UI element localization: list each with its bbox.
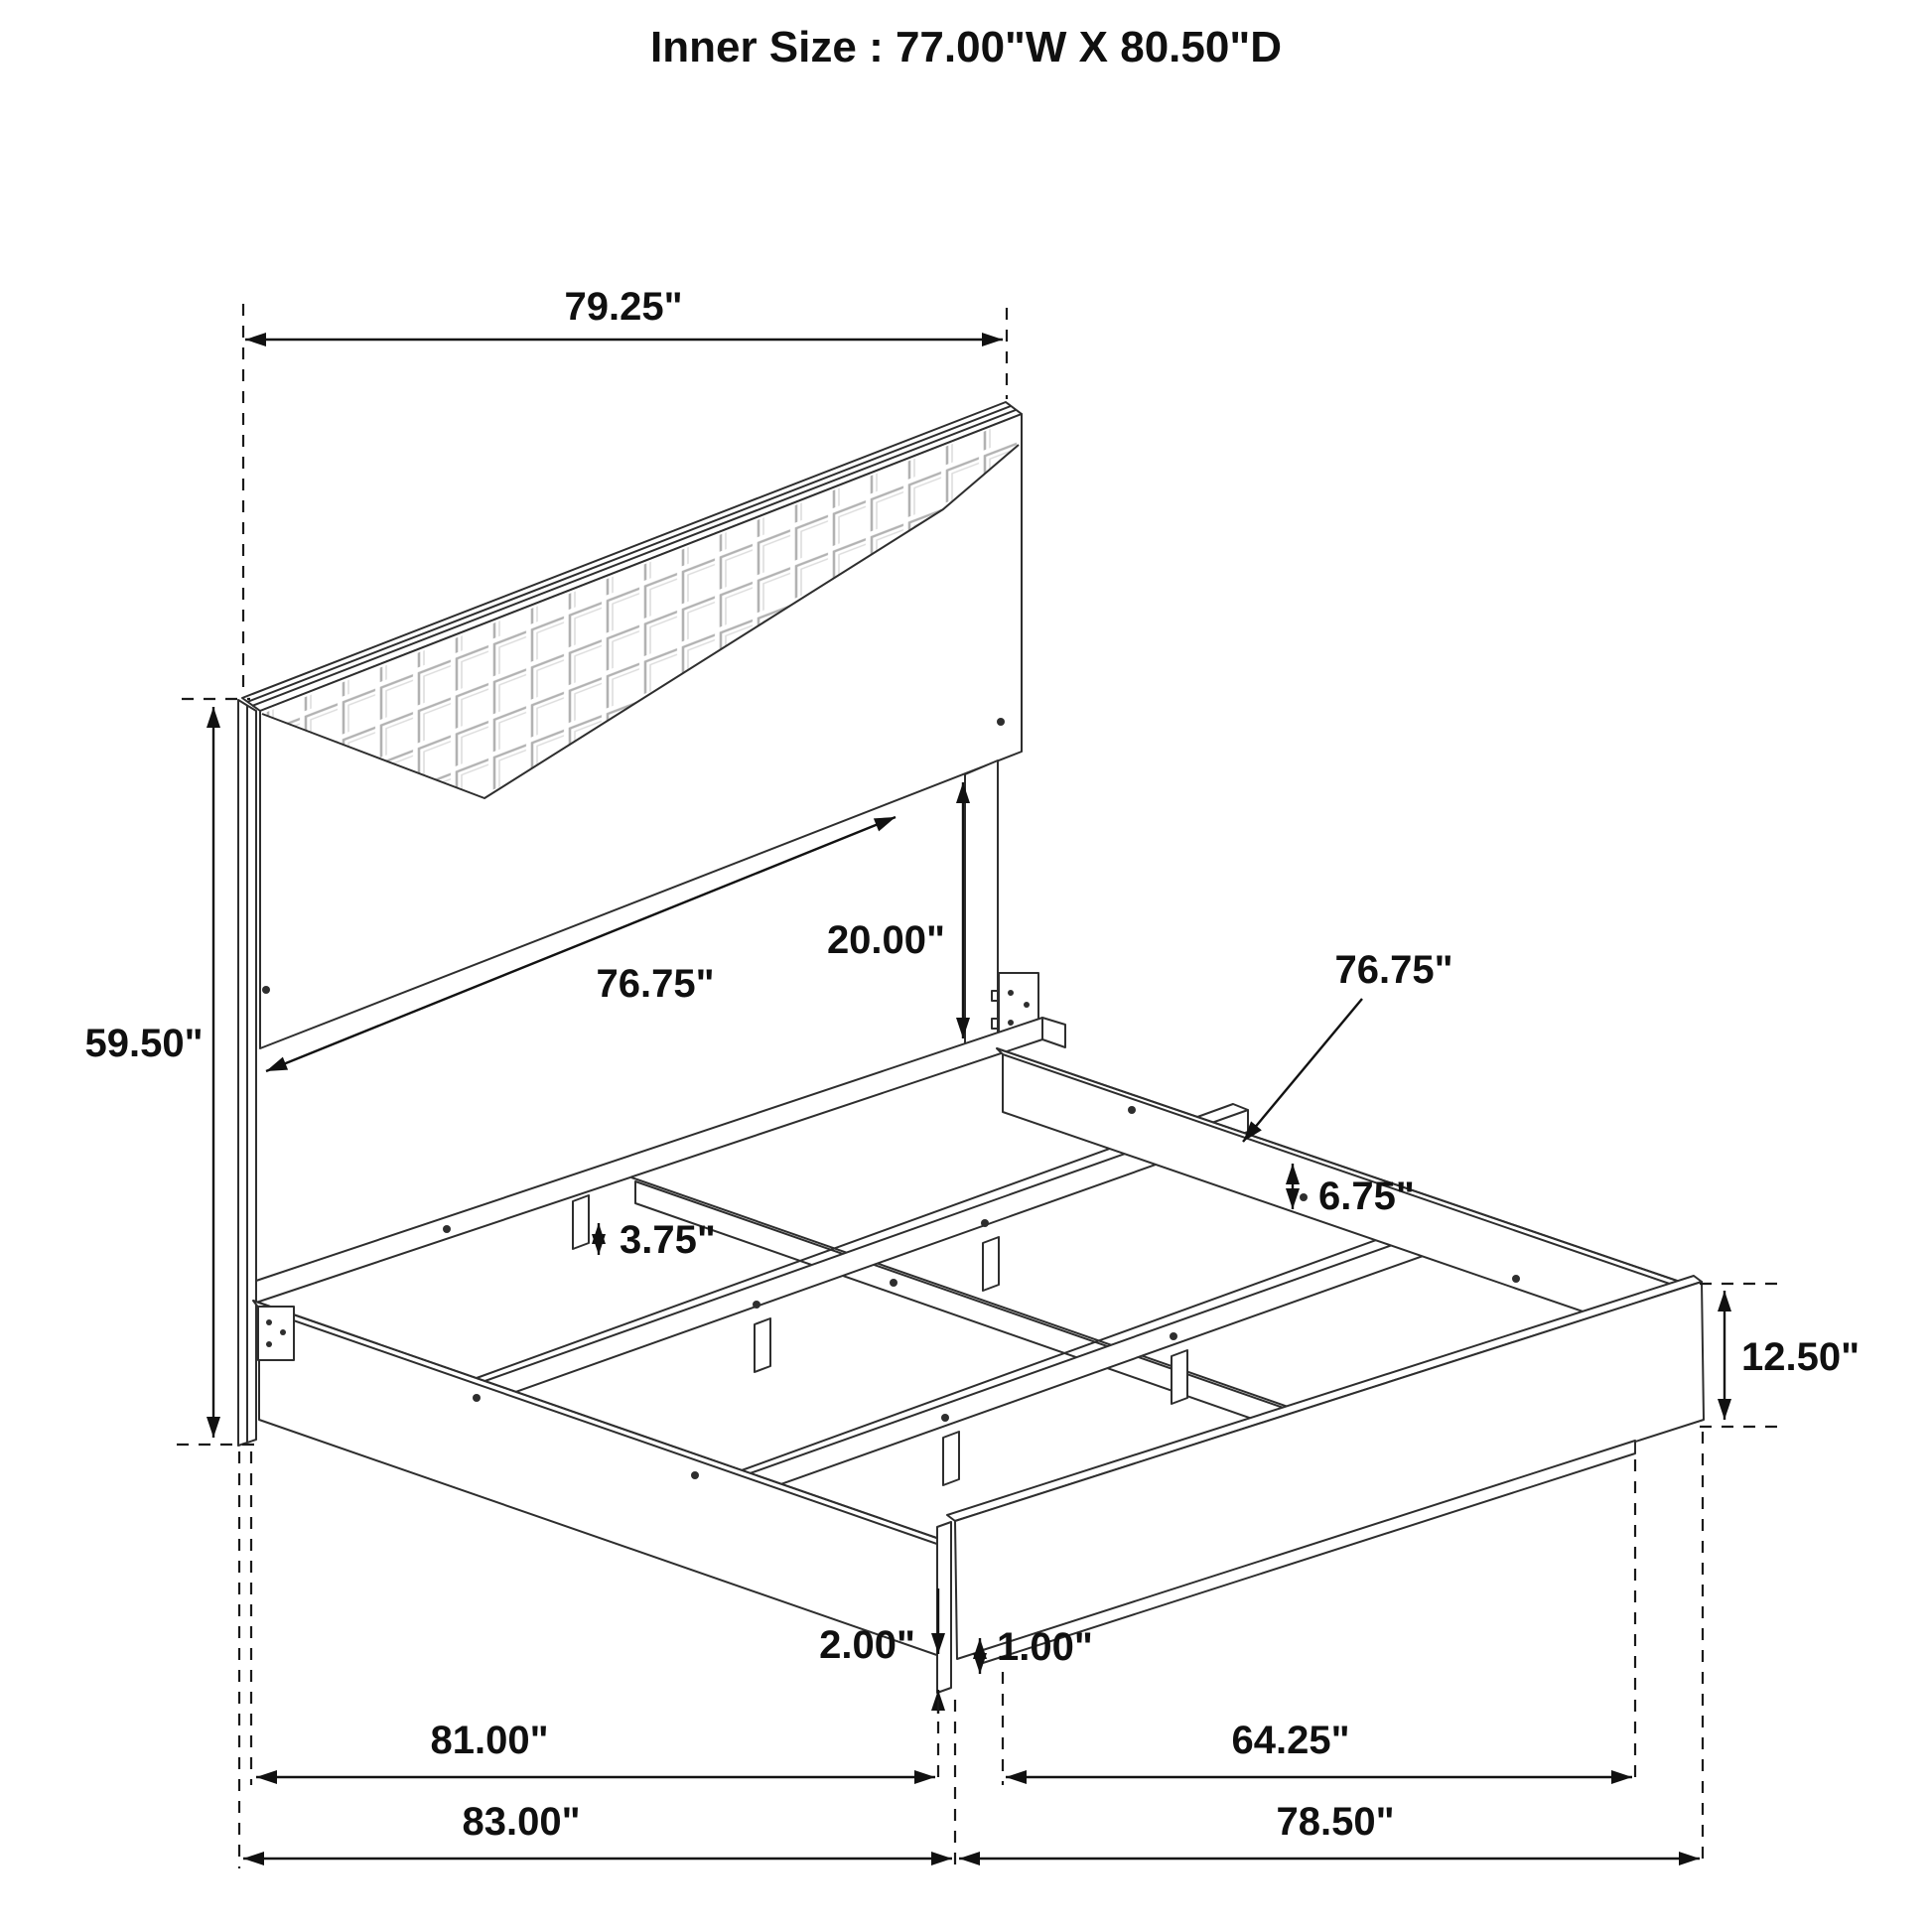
headboard-right-leg — [965, 760, 998, 1062]
support-leg — [983, 1237, 999, 1291]
dim-slat-rail-length — [1243, 999, 1362, 1142]
dim-label-side-rail-height: 6.75" — [1318, 1174, 1415, 1218]
rail-screw — [473, 1394, 481, 1402]
dim-label-slat-rail-length: 76.75" — [1334, 948, 1453, 992]
screw-hole-left — [262, 986, 270, 994]
dim-label-headboard-panel-width: 76.75" — [596, 962, 715, 1006]
bracket-screw — [1024, 1002, 1030, 1008]
rail-screw — [1512, 1275, 1520, 1283]
bracket-screw — [280, 1329, 286, 1335]
dim-label-overall-length-left: 83.00" — [462, 1800, 581, 1844]
bracket-screw — [1008, 990, 1014, 996]
dim-label-overall-length-right: 78.50" — [1276, 1800, 1395, 1844]
rail-screw — [1300, 1193, 1308, 1201]
rail-screw — [890, 1279, 897, 1287]
support-leg — [1172, 1350, 1187, 1404]
dim-label-support-leg-height: 3.75" — [620, 1218, 716, 1262]
rail-screw — [1128, 1106, 1136, 1114]
bracket-screw — [266, 1341, 272, 1347]
dim-label-headboard-overall-width: 79.25" — [564, 285, 683, 329]
support-leg — [755, 1318, 770, 1372]
dim-label-headboard-post-height: 20.00" — [826, 918, 945, 962]
dim-label-footboard-height: 12.50" — [1741, 1335, 1861, 1379]
slat-screw — [981, 1219, 989, 1227]
dim-label-headboard-height: 59.50" — [84, 1022, 204, 1065]
screw-hole-right — [997, 718, 1005, 726]
rail-screw — [691, 1471, 699, 1479]
page-title: Inner Size : 77.00"W X 80.50"D — [650, 23, 1282, 71]
slat-screw — [941, 1414, 949, 1422]
rail-screw — [443, 1225, 451, 1233]
dim-label-deck-lip-height: 1.00" — [997, 1625, 1093, 1669]
slat-screw — [1170, 1332, 1177, 1340]
dim-label-corner-foot-height: 2.00" — [819, 1623, 915, 1667]
bracket-screw — [266, 1319, 272, 1325]
support-leg — [943, 1432, 959, 1485]
slat-screw — [753, 1301, 760, 1309]
dim-label-deck-opening-length: 64.25" — [1231, 1719, 1350, 1762]
left-bracket-plate — [258, 1307, 294, 1360]
bracket-screw — [1008, 1020, 1014, 1026]
support-leg — [573, 1195, 589, 1249]
dim-label-inner-frame-length: 81.00" — [430, 1719, 549, 1762]
